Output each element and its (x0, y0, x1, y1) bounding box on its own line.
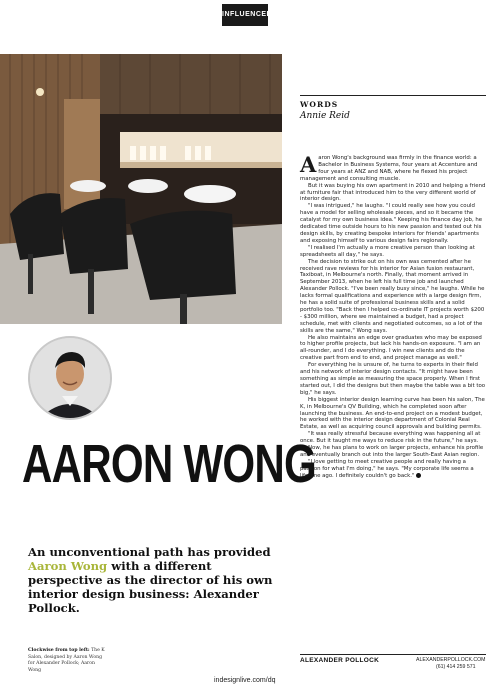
standfirst-text-start: An unconventional path has provided (28, 545, 271, 559)
article-paragraph: For everything he is unsure of, he turns to experts in their field and his network of interior design contacts. "It might have been something as simple as measuring the space properly. When I first started out, I did the designs but then maybe the table was a bit too big," he says. (300, 362, 486, 396)
article-paragraph: But it was buying his own apartment in 2010 and helping a friend at furniture fair that introduced him to the very different world of interior design. (300, 182, 486, 203)
section-tag: INFLUENCERS (222, 4, 268, 26)
salon-photo (0, 54, 282, 324)
standfirst (28, 545, 278, 615)
footer-url: indesignlive.com/dq (214, 677, 276, 684)
avatar (28, 336, 112, 420)
article-paragraph: "It was really stressful because everything was happening all at once. But it taught me ways to reduce risk in the future," he says. (300, 431, 481, 445)
caption-lead: Clockwise from top left: (28, 648, 90, 653)
article-paragraph: His biggest interior design learning curve has been his salon, The K, in Melbourne's QV Building, which he completed soon after launching the business. An end-to-end project on a modest budget, he worked with the interior design department of Colonial Real Estate, as well as acquiring council approvals and building permits. (300, 396, 485, 431)
caption-text: The K Salon, designed by Aaron Wong for Alexander Pollock; Aaron Wong (28, 648, 105, 673)
byline-label: WORDS (300, 100, 339, 109)
profile-name: AARON WONG (22, 434, 317, 494)
portrait-illustration (30, 338, 110, 418)
article-paragraph: "I realised I'm actually a more creative person than looking at spreadsheets all day," he says. (300, 244, 475, 258)
article-paragraph: Now, he has plans to work on larger projects, enhance his profile and eventually branch out into the larger South-East Asian region. (300, 445, 484, 458)
byline-rule (300, 95, 486, 96)
article-paragraph: He also maintains an edge over graduates who may be exposed to higher profile projects, but lack his hands-on exposure. "I am an all-rounder, and I do everything. I win new clients and do the creative part from end to end, and project manage as well." (300, 334, 482, 362)
byline-author: Annie Reid (300, 111, 350, 121)
footer-rule (300, 654, 486, 655)
business-phone: (61) 414 259 571 (436, 664, 476, 670)
article-paragraph: "I love getting to meet creative people and really having a passion for what I'm doing," he says. "My corporate life seems a lifetime ago. I definitely couldn't go back." (300, 458, 474, 479)
end-mark-icon (416, 473, 421, 478)
article-body (300, 152, 486, 480)
standfirst-highlight: Aaron Wong (28, 559, 108, 573)
article-paragraph: The decision to strike out on his own was cemented after he received rave reviews for his interior for Asian fusion restaurant, Taxiboat, in Melbourne's north. Finally, that moment arrived in September 2013, when he left his full time job and launched Alexander Pollock. "I've been really busy since," he laughs. While he lacks formal qualifications and experience with a large design firm, he has a solid suite of professional business skills and a solid portfolio too. "Back then I helped co-ordinate IT projects worth $200 - $300 million, where we maintained a budget, had a project schedule, met with clients and negotiated outcomes, so a lot of the skills are the same," Wong says. (300, 258, 485, 334)
section-header (0, 0, 278, 30)
drop-cap: A (300, 152, 317, 177)
salon-photo-illustration (0, 54, 282, 324)
business-name: ALEXANDER POLLOCK (300, 657, 380, 664)
article-paragraph: "I was intrigued," he laughs. "I could really see how you could have a model for selling wholesale pieces, and so it became the catalyst for my own business idea." Keeping his finance day job, he dedicated time outside hours to his new passion and tested out his design skills, by creating bespoke interiors for friends' apartments and exposing himself to various design fairs regionally. (300, 203, 483, 244)
standfirst-text-end: with a different perspective as the director of his own interior design business: Alexander Pollock. (28, 559, 273, 615)
business-url: ALEXANDERPOLLOCK.COM (416, 657, 486, 663)
photo-caption (28, 648, 108, 674)
article-paragraph: Aaron Wong's background was firmly in the finance world: a Bachelor in Business Systems, four years at Accenture and four years at ANZ and NAB, where he flexed his project management and consulting muscle. (300, 152, 478, 182)
